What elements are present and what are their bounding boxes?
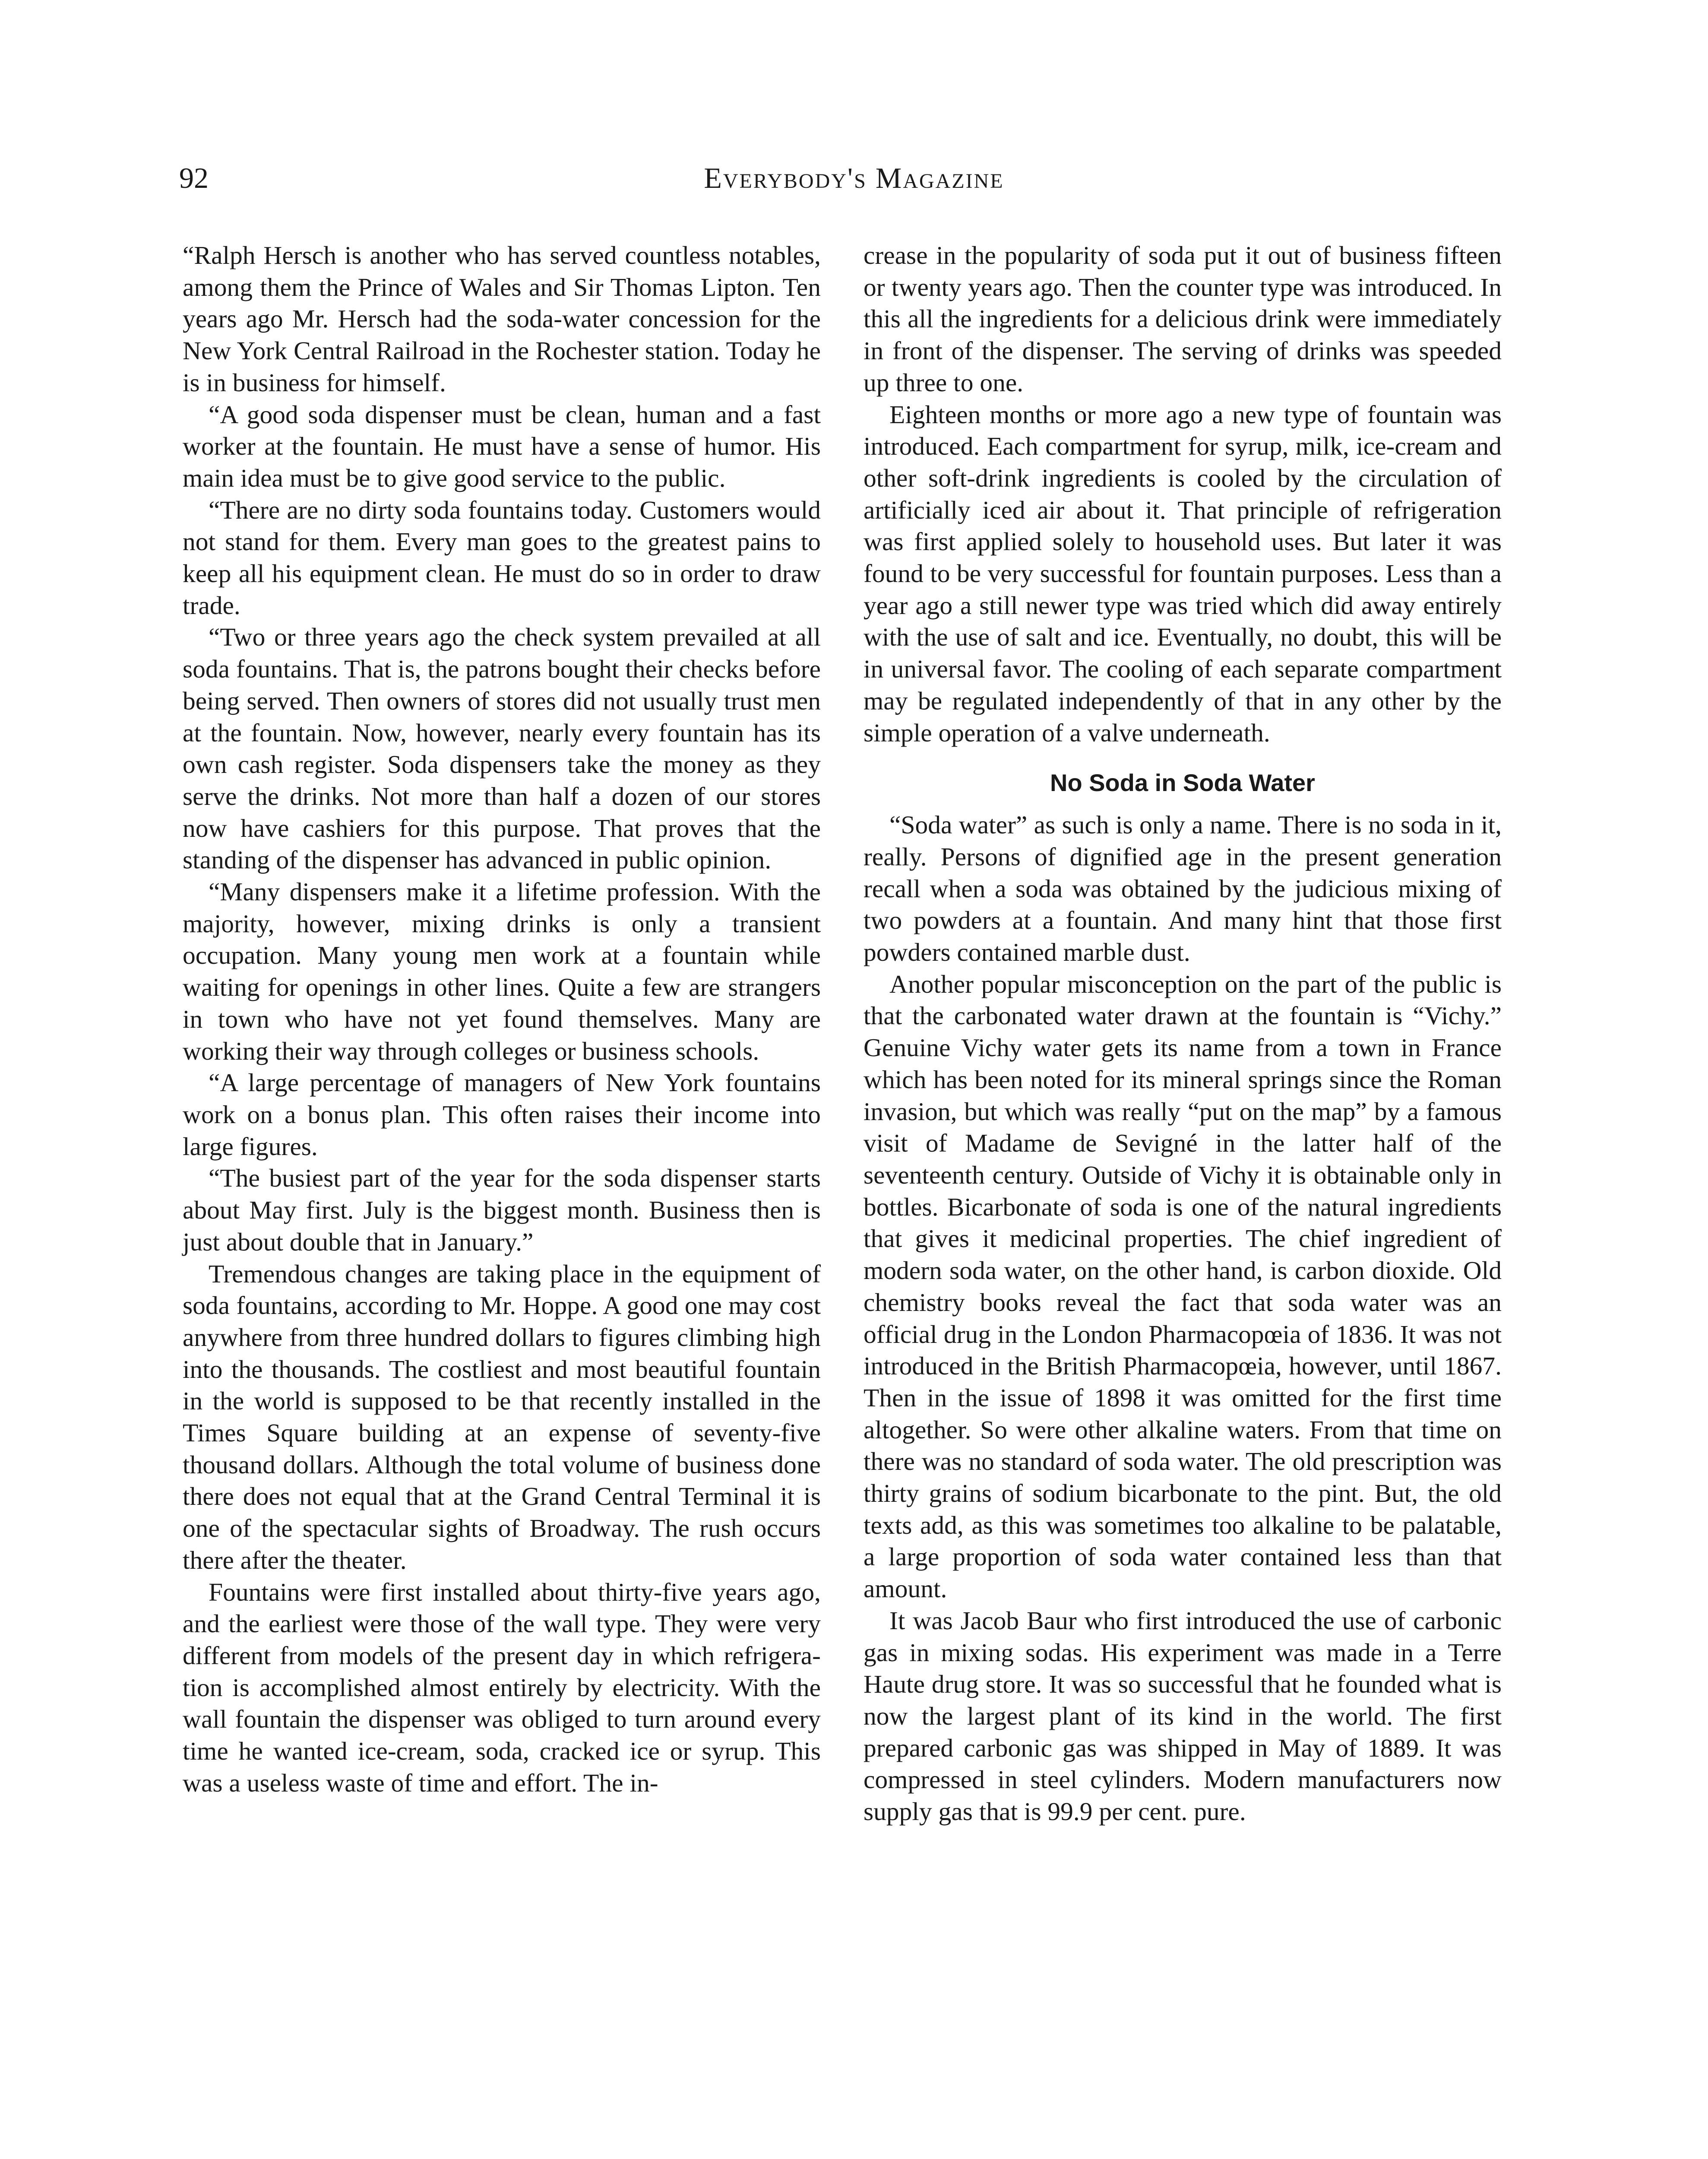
paragraph: “A large percentage of managers of New York fountains work on a bonus plan. This often raises their income into large figures. [183, 1068, 821, 1161]
paragraph: Tremendous changes are taking place in the equipment of soda fountains, according to Mr. Hoppe. A good one may cost anywhere from three hundred dollars to figures climbing high into the thousands. The costliest and most beautiful fountain in the world is supposed to be that recently installed in the Times Square building at an expense of seventy-five thousand dollars. Although the total volume of business done there does not equal that at the Grand Central Terminal it is one of the spectacular sights of Broadway. The rush occurs there after the theater. [183, 1259, 821, 1574]
left-column [183, 240, 821, 1799]
paragraph: “A good soda dispenser must be clean, human and a fast worker at the fountain. He must have a sense of humor. His main idea must be to give good service to the public. [183, 400, 821, 492]
running-head: Everybody's Magazine [704, 161, 1004, 194]
page-number: 92 [179, 161, 209, 194]
right-column [863, 240, 1502, 1828]
paragraph: “Ralph Hersch is another who has served countless notables, among them the Prince of Wales and Sir Thomas Lipton. Ten years ago Mr. Hersch had the soda-water concession for the New York Central Railroad in the Rochester station. Today he is in business for himself. [183, 241, 821, 397]
paragraph: crease in the popularity of soda put it out of business fifteen or twenty years ago. Then the counter type was introduced. In this all the ingredients for a delicious drink were immediately in front of the dispenser. The serving of drinks was speeded up three to one. [863, 241, 1502, 397]
paragraph: Fountains were first installed about thirty-five years ago, and the earliest were those of the wall type. They were very different from models of the present day in which refrigeration is accomplished almost entirely by electricity. With the wall fountain the dispenser was obliged to turn around every time he wanted ice-cream, soda, cracked ice or syrup. This was a useless waste of time and effort. The in- [183, 1577, 821, 1797]
section-subhead: No Soda in Soda Water [1050, 769, 1315, 797]
paragraph: It was Jacob Baur who first introduced the use of carbonic gas in mixing sodas. His experiment was made in a Terre Haute drug store. It was so successful that he founded what is now the largest plant of its kind in the world. The first prepared carbonic gas was shipped in May of 1889. It was compressed in steel cylinders. Modern manufacturers now supply gas that is 99.9 per cent. pure. [863, 1606, 1502, 1826]
paragraph: “There are no dirty soda fountains today. Customers would not stand for them. Every man goes to the greatest pains to keep all his equipment clean. He must do so in order to draw trade. [183, 495, 821, 620]
paragraph: Another popular misconception on the part of the public is that the carbonated water drawn at the fountain is “Vichy.” Genuine Vichy water gets its name from a town in France which has been noted for its mineral springs since the Roman invasion, but which was really “put on the map” by a famous visit of Madame de Sevigné in the latter half of the seventeenth century. Outside of Vichy it is obtainable only in bottles. Bicarbonate of soda is one of the natural ingredients that gives it medicinal properties. The chief ingredient of modern soda water, on the other hand, is carbon dioxide. Old chemistry books reveal the fact that soda water was an official drug in the London Pharmacopœia of 1836. It was not introduced in the British Pharmacopœia, however, until 1867. Then in the issue of 1898 it was omitted for the first time altogether. So were other alkaline waters. From that time on there was no standard of soda water. The old prescription was thirty grains of sodium bicarbonate to the pint. But, the old texts add, as this was sometimes too alkaline to be palatable, a large proportion of soda water contained less than that amount. [863, 969, 1502, 1603]
paragraph: “Two or three years ago the check system prevailed at all soda fountains. That is, the patrons bought their checks before being served. Then owners of stores did not usually trust men at the fountain. Now, however, nearly every fountain has its own cash register. Soda dispensers take the money as they serve the drinks. Not more than half a dozen of our stores now have cashiers for this purpose. That proves that the standing of the dispenser has advanced in public opinion. [183, 623, 821, 874]
paragraph: Eighteen months or more ago a new type of fountain was introduced. Each compartment for syrup, milk, ice-cream and other soft-drink ingredients is cooled by the circulation of artificially iced air about it. That principle of refrigeration was first applied solely to household uses. But later it was found to be very successful for fountain purposes. Less than a year ago a still newer type was tried which did away entirely with the use of salt and ice. Eventually, no doubt, this will be in universal favor. The cooling of each separate compartment may be regulated independently of that in any other by the simple operation of a valve underneath. [863, 400, 1502, 747]
paragraph: “The busiest part of the year for the soda dispenser starts about May first. July is the biggest month. Business then is just about double that in January.” [183, 1164, 821, 1256]
paragraph: “Soda water” as such is only a name. There is no soda in it, really. Persons of dignified age in the present generation recall when a soda was obtained by the judicious mixing of two powders at a fountain. And many hint that those first powders contained marble dust. [863, 810, 1502, 967]
paragraph: “Many dispensers make it a lifetime profession. With the majority, however, mixing drinks is only a transient occupation. Many young men work at a fountain while waiting for openings in other lines. Quite a few are strangers in town who have not yet found themselves. Many are working their way through colleges or business schools. [183, 877, 821, 1065]
